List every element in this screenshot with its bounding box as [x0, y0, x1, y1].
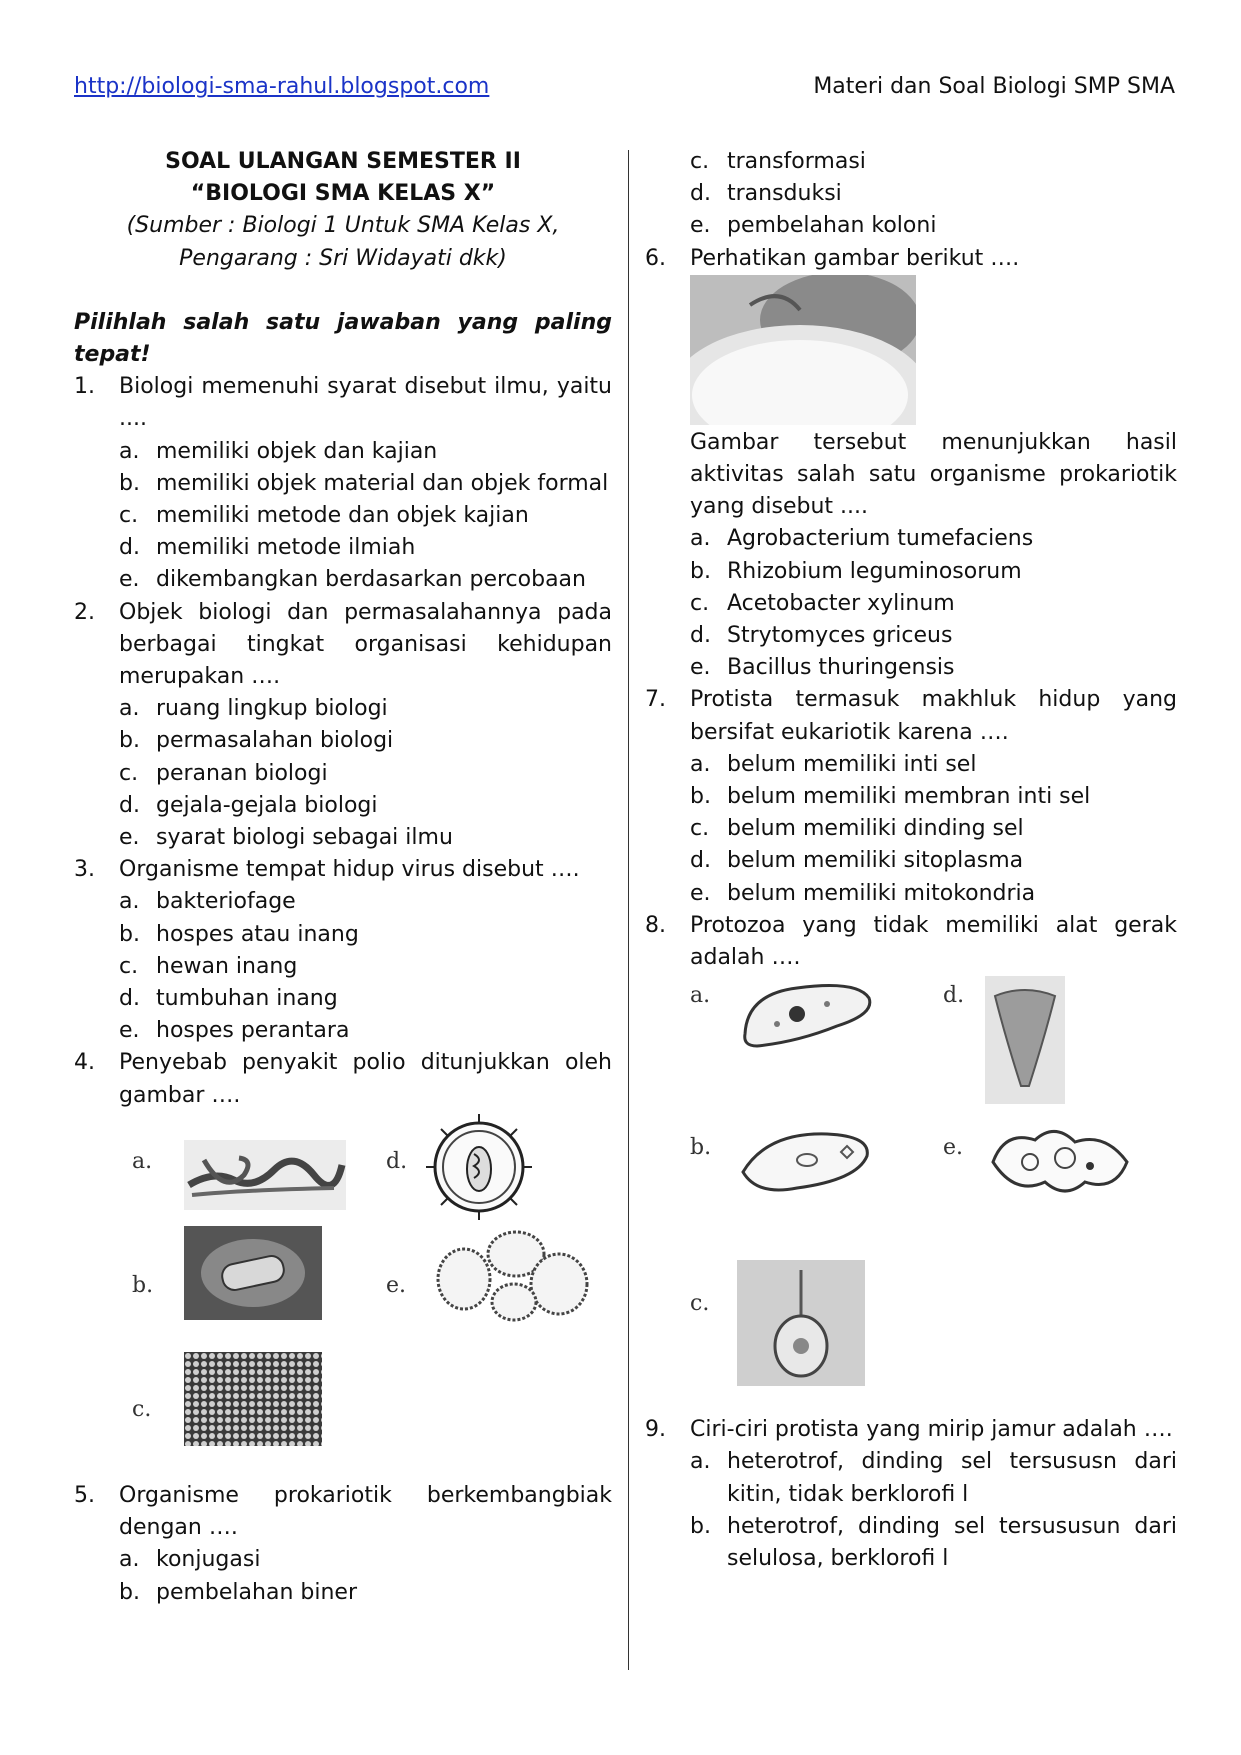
option [690, 523, 1177, 555]
option-text: memiliki objek material dan objek formal [156, 470, 609, 496]
nata-de-coco-image [690, 275, 916, 425]
question-number: 3. [74, 857, 95, 883]
option-text: memiliki metode ilmiah [156, 535, 416, 561]
plasmodium-image [737, 1260, 865, 1386]
question-number: 8. [645, 912, 666, 938]
option-letter: a. [119, 889, 140, 915]
nata-figure [690, 275, 1177, 427]
stentor-image [985, 976, 1065, 1104]
option-text: konjugasi [156, 1547, 261, 1573]
option-text: tumbuhan inang [156, 986, 338, 1012]
option-text: bakteriofage [156, 889, 296, 915]
question-4 [74, 1047, 612, 1111]
option [690, 620, 1177, 652]
question-number: 1. [74, 374, 95, 400]
option [119, 822, 612, 854]
option-text: transduksi [727, 181, 842, 207]
figure-label: d. [386, 1148, 408, 1174]
question-number: 5. [74, 1482, 95, 1508]
polio-virus-image [184, 1352, 322, 1446]
question-text: Protista termasuk makhluk hidup yang bersifat eukariotik karena …. [690, 687, 1177, 745]
option-letter: b. [119, 1579, 140, 1605]
figure-label: a. [132, 1148, 153, 1174]
option-text: memiliki objek dan kajian [156, 438, 438, 464]
option [119, 725, 612, 757]
paramecium-image [737, 974, 877, 1054]
option [690, 146, 1177, 178]
option [119, 564, 612, 596]
option [119, 1577, 612, 1609]
author-line: Pengarang : Sri Widayati dkk) [179, 245, 507, 271]
filovirus-image [184, 1140, 346, 1210]
euglena-image [737, 1122, 877, 1202]
option [119, 1015, 612, 1047]
option-text: gejala-gejala biologi [156, 792, 378, 818]
question-number: 2. [74, 599, 95, 625]
option-letter: a. [690, 751, 711, 777]
option-text: Acetobacter xylinum [727, 590, 955, 616]
option [690, 749, 1177, 781]
option-text: pembelahan koloni [727, 213, 937, 239]
question-number: 6. [645, 245, 666, 271]
option [690, 652, 1177, 684]
hiv-virus-image [424, 1112, 534, 1222]
option [690, 845, 1177, 877]
option-text: hewan inang [156, 953, 298, 979]
right-column [645, 146, 1177, 1575]
question-text: Ciri-ciri protista yang mirip jamur adalah …. [690, 1417, 1173, 1443]
question-6 [645, 243, 1177, 275]
option-letter: d. [690, 623, 711, 649]
option-letter: d. [690, 848, 711, 874]
question-text: Perhatikan gambar berikut …. [690, 245, 1020, 271]
figure-label: e. [386, 1272, 407, 1298]
option-text: heterotrof, dinding sel tersususn dari kitin, tidak berklorofi l [727, 1449, 1177, 1507]
cell-virus-image [434, 1224, 592, 1324]
option-letter: e. [119, 567, 140, 593]
option-text: Bacillus thuringensis [727, 655, 955, 681]
header-link[interactable]: http://biologi-sma-rahul.blogspot.com [74, 74, 490, 99]
question-text: Organisme tempat hidup virus disebut …. [119, 857, 580, 883]
figure-label: c. [132, 1396, 152, 1422]
option-letter: a. [119, 438, 140, 464]
option-letter: c. [690, 590, 710, 616]
question-9 [645, 1414, 1177, 1446]
question-2 [74, 597, 612, 694]
option [690, 813, 1177, 845]
option [690, 178, 1177, 210]
source-line: (Sumber : Biologi 1 Untuk SMA Kelas X, [126, 213, 560, 239]
protozoa-figure [645, 974, 1177, 1414]
figure-label: b. [690, 1135, 712, 1161]
column-divider [628, 150, 629, 1670]
option-text: memiliki metode dan objek kajian [156, 503, 529, 529]
question-3 [74, 854, 612, 886]
question-5 [74, 1480, 612, 1544]
virus-figure [74, 1112, 612, 1480]
option [119, 436, 612, 468]
question-text: Biologi memenuhi syarat disebut ilmu, yaitu .... [119, 374, 612, 432]
option-text: hospes perantara [156, 1018, 350, 1044]
option [119, 758, 612, 790]
option-text: dikembangkan berdasarkan percobaan [156, 567, 586, 593]
option-letter: d. [119, 535, 140, 561]
question-followup [690, 427, 1177, 524]
left-column [74, 146, 612, 1609]
option-letter: b. [690, 558, 711, 584]
option [119, 468, 612, 500]
option [119, 983, 612, 1015]
option [690, 556, 1177, 588]
header-title: Materi dan Soal Biologi SMP SMA [813, 74, 1175, 99]
option [690, 878, 1177, 910]
figure-label: b. [132, 1272, 154, 1298]
option-text: transformasi [727, 149, 866, 174]
option-text: Strytomyces griceus [727, 623, 953, 649]
option-letter: c. [119, 503, 139, 529]
option-text: Agrobacterium tumefaciens [727, 526, 1034, 552]
question-text: Objek biologi dan permasalahannya pada berbagai tingkat organisasi kehidupan merupakan …. [119, 599, 612, 690]
option-text: belum memiliki mitokondria [727, 880, 1036, 906]
amoeba-image [985, 1122, 1135, 1202]
option [119, 693, 612, 725]
option-text: Rhizobium leguminosorum [727, 558, 1022, 584]
option-text: ruang lingkup biologi [156, 696, 388, 722]
exam-subtitle: “BIOLOGI SMA KELAS X” [190, 181, 496, 207]
option-letter: e. [690, 213, 711, 239]
question-7 [645, 684, 1177, 748]
option-letter: a. [119, 1547, 140, 1573]
figure-label: e. [943, 1135, 964, 1161]
option-letter: e. [690, 655, 711, 681]
question-text: Penyebab penyakit polio ditunjukkan oleh gambar …. [119, 1050, 612, 1108]
option-letter: c. [690, 149, 710, 174]
option-letter: c. [119, 953, 139, 979]
option [119, 532, 612, 564]
option-text: belum memiliki inti sel [727, 751, 977, 777]
option-text: peranan biologi [156, 760, 328, 786]
option-letter: c. [690, 816, 710, 842]
option-text: belum memiliki dinding sel [727, 816, 1024, 842]
question-number: 4. [74, 1050, 95, 1076]
option [119, 886, 612, 918]
option-letter: d. [690, 181, 711, 207]
option [690, 781, 1177, 813]
option-letter: b. [119, 470, 140, 496]
option-text: belum memiliki membran inti sel [727, 784, 1091, 810]
option-letter: e. [119, 825, 140, 851]
figure-label: a. [690, 983, 711, 1009]
option [690, 1446, 1177, 1510]
option-letter: b. [690, 1513, 711, 1539]
question-text: Protozoa yang tidak memiliki alat gerak adalah …. [690, 912, 1177, 971]
option-letter: e. [690, 880, 711, 906]
followup-text: Gambar tersebut menunjukkan hasil aktivitas salah satu organisme prokariotik yang disebut .... [690, 429, 1177, 520]
option-text: hospes atau inang [156, 921, 359, 947]
option [119, 790, 612, 822]
option-text: belum memiliki sitoplasma [727, 848, 1024, 874]
option [119, 919, 612, 951]
instruction: Pilihlah salah satu jawaban yang paling [74, 309, 612, 335]
exam-title: SOAL ULANGAN SEMESTER II [165, 149, 521, 174]
option-letter: a. [119, 696, 140, 722]
option-letter: e. [119, 1018, 140, 1044]
option-letter: b. [119, 728, 140, 754]
option [119, 951, 612, 983]
option-letter: d. [119, 792, 140, 818]
option-letter: b. [690, 784, 711, 810]
option-letter: a. [690, 526, 711, 552]
question-number: 7. [645, 687, 666, 713]
question-text: Organisme prokariotik berkembangbiak dengan …. [119, 1482, 612, 1541]
instruction-cont: tepat! [74, 342, 151, 368]
option [690, 210, 1177, 242]
option [119, 1544, 612, 1576]
question-1 [74, 371, 612, 435]
option-text: permasalahan biologi [156, 728, 394, 754]
rod-virus-image [184, 1226, 322, 1320]
figure-label: c. [690, 1291, 710, 1317]
question-8 [645, 910, 1177, 974]
question-number: 9. [645, 1417, 666, 1443]
option-text: pembelahan biner [156, 1579, 357, 1605]
option [119, 500, 612, 532]
option [690, 588, 1177, 620]
option-text: heterotrof, dinding sel tersususun dari selulosa, berklorofi l [727, 1513, 1177, 1572]
figure-label: d. [943, 983, 965, 1009]
option-letter: d. [119, 986, 140, 1012]
option [690, 1511, 1177, 1575]
option-letter: c. [119, 760, 139, 786]
option-letter: a. [690, 1449, 711, 1475]
option-letter: b. [119, 921, 140, 947]
option-text: syarat biologi sebagai ilmu [156, 825, 453, 851]
